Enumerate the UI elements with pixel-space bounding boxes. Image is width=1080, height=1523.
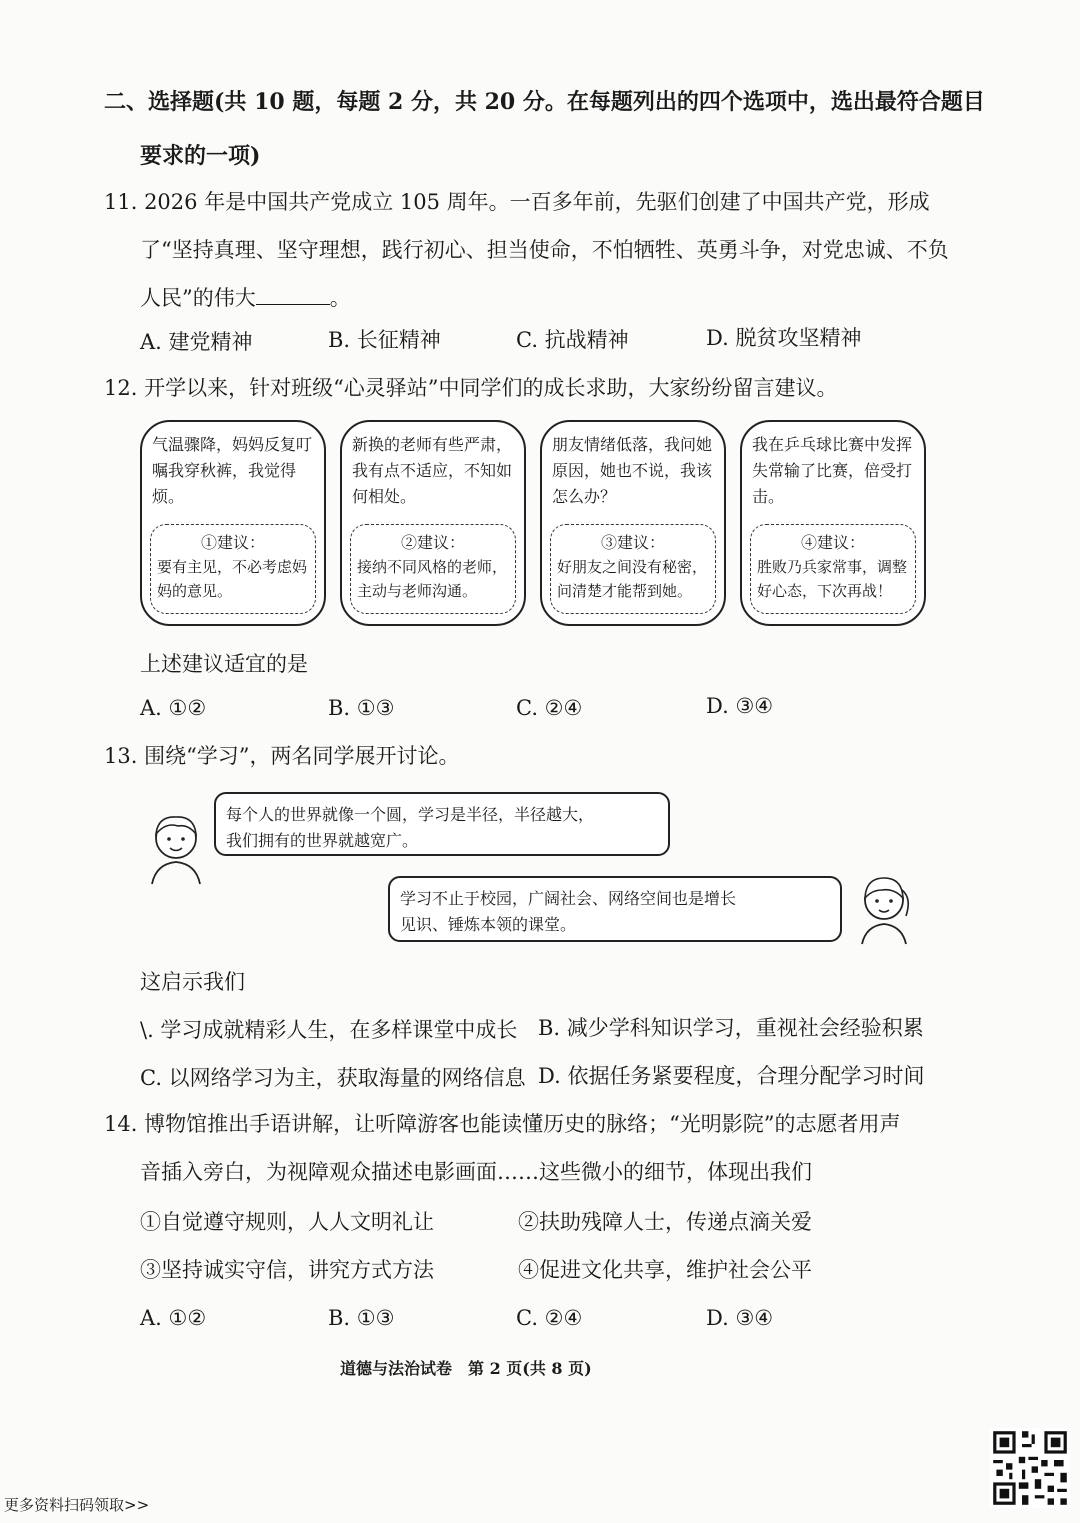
q14-option-c: C. ②④	[516, 1306, 583, 1330]
q12-card-4-advice: 胜败乃兵家常事，调整好心态，下次再战！	[757, 558, 908, 600]
q13-option-b: B. 减少学科知识学习，重视社会经验积累	[538, 1016, 924, 1040]
q12-card-2-message: 新换的老师有些严肃，我有点不适应，不知如何相处。	[352, 435, 513, 506]
q14-stem-line2: 音插入旁白，为视障观众描述电影画面……这些微小的细节，体现出我们	[140, 1160, 812, 1184]
q12-card-3-advice: 好朋友之间没有秘密，问清楚才能帮到她。	[557, 558, 708, 600]
q14-option-a: A. ①②	[140, 1306, 207, 1330]
q12-stem: 12. 开学以来，针对班级“心灵驿站”中同学们的成长求助，大家纷纷留言建议。	[104, 376, 838, 400]
q12-question: 上述建议适宜的是	[140, 652, 308, 676]
q12-option-c: C. ②④	[516, 696, 583, 720]
q14-item-2: ②扶助残障人士，传递点滴关爱	[518, 1210, 812, 1234]
q12-card-3-advice-title: ③建议：	[600, 533, 665, 552]
q11-stem-line2: 了“坚持真理、坚守理想，践行初心、担当使命，不怕牺牲、英勇斗争，对党忠诚、不负	[140, 238, 949, 262]
section-heading: 二、选择题(共 10 题，每题 2 分，共 20 分。在每题列出的四个选项中，选出最符合题目	[104, 89, 985, 115]
q11-answer-blank	[256, 286, 330, 305]
q13-option-d: D. 依据任务紧要程度，合理分配学习时间	[538, 1064, 925, 1088]
q12-option-b: B. ①③	[328, 696, 395, 720]
q12-card-1-advice: 要有主见，不必考虑妈妈的意见。	[157, 558, 308, 600]
q14-option-d: D. ③④	[706, 1306, 774, 1330]
girl-speech-line1: 学习不止于校园，广阔社会、网络空间也是增长	[400, 889, 737, 908]
q11-stem-line1: 11. 2026 年是中国共产党成立 105 周年。一百多年前，先驱们创建了中国共产党，形成	[104, 190, 930, 214]
q11-option-d: D. 脱贫攻坚精神	[706, 326, 862, 350]
q12-card-3-advice-box	[550, 524, 716, 614]
q12-card-3	[540, 420, 726, 626]
boy-speech-line2: 我们拥有的世界就越宽广。	[226, 831, 419, 850]
q11-option-a: A. 建党精神	[140, 330, 253, 354]
girl-avatar-icon	[856, 868, 914, 946]
section-heading-cont: 要求的一项)	[140, 143, 261, 169]
q12-card-1	[140, 420, 326, 626]
page-footer: 道德与法治试卷 第 2 页(共 8 页)	[340, 1359, 592, 1378]
bottom-scan-note: 更多资料扫码领取>>	[4, 1496, 150, 1514]
q12-card-4-message: 我在乒乓球比赛中发挥失常输了比赛，倍受打击。	[752, 435, 913, 506]
q12-card-2-advice-box	[350, 524, 516, 614]
q12-card-2-advice-title: ②建议：	[400, 533, 465, 552]
q12-card-4	[740, 420, 926, 626]
boy-speech-bubble	[214, 792, 670, 856]
q11-stem-text: 人民”的伟大	[140, 286, 256, 310]
q12-card-1-message: 气温骤降，妈妈反复叮嘱我穿秋裤，我觉得烦。	[152, 435, 313, 506]
girl-speech-line2: 见识、锤炼本领的课堂。	[400, 915, 577, 934]
q11-option-c: C. 抗战精神	[516, 328, 629, 352]
q12-card-2	[340, 420, 526, 626]
q11-stem-line3	[140, 284, 351, 312]
q11-stem-end: 。	[329, 286, 351, 310]
q12-card-1-advice-title: ①建议：	[200, 533, 265, 552]
q12-card-4-advice-title: ④建议：	[800, 533, 865, 552]
q14-item-4: ④促进文化共享，维护社会公平	[518, 1258, 812, 1282]
q12-option-d: D. ③④	[706, 694, 774, 718]
boy-avatar-icon	[148, 808, 206, 886]
q12-card-2-advice: 接纳不同风格的老师，主动与老师沟通。	[357, 558, 508, 600]
q13-option-a: \. 学习成就精彩人生，在多样课堂中成长	[140, 1018, 518, 1042]
q13-stem: 13. 围绕“学习”，两名同学展开讨论。	[104, 744, 460, 768]
girl-speech-bubble	[388, 876, 842, 942]
q13-option-c: C. 以网络学习为主，获取海量的网络信息	[140, 1066, 526, 1090]
q14-item-1: ①自觉遵守规则，人人文明礼让	[140, 1210, 434, 1234]
boy-speech-line1: 每个人的世界就像一个圆，学习是半径，半径越大，	[226, 805, 595, 824]
q12-card-4-advice-box	[750, 524, 916, 614]
q12-card-1-advice-box	[150, 524, 316, 614]
q14-stem-line1: 14. 博物馆推出手语讲解，让听障游客也能读懂历史的脉络；“光明影院”的志愿者用声	[104, 1112, 901, 1136]
q13-question: 这启示我们	[140, 970, 245, 994]
q14-option-b: B. ①③	[328, 1306, 395, 1330]
q14-item-3: ③坚持诚实守信，讲究方式方法	[140, 1258, 434, 1282]
q11-option-b: B. 长征精神	[328, 328, 441, 352]
qr-code-icon[interactable]	[990, 1428, 1070, 1508]
q12-option-a: A. ①②	[140, 696, 207, 720]
q12-card-3-message: 朋友情绪低落，我问她原因，她也不说，我该怎么办？	[552, 435, 713, 506]
